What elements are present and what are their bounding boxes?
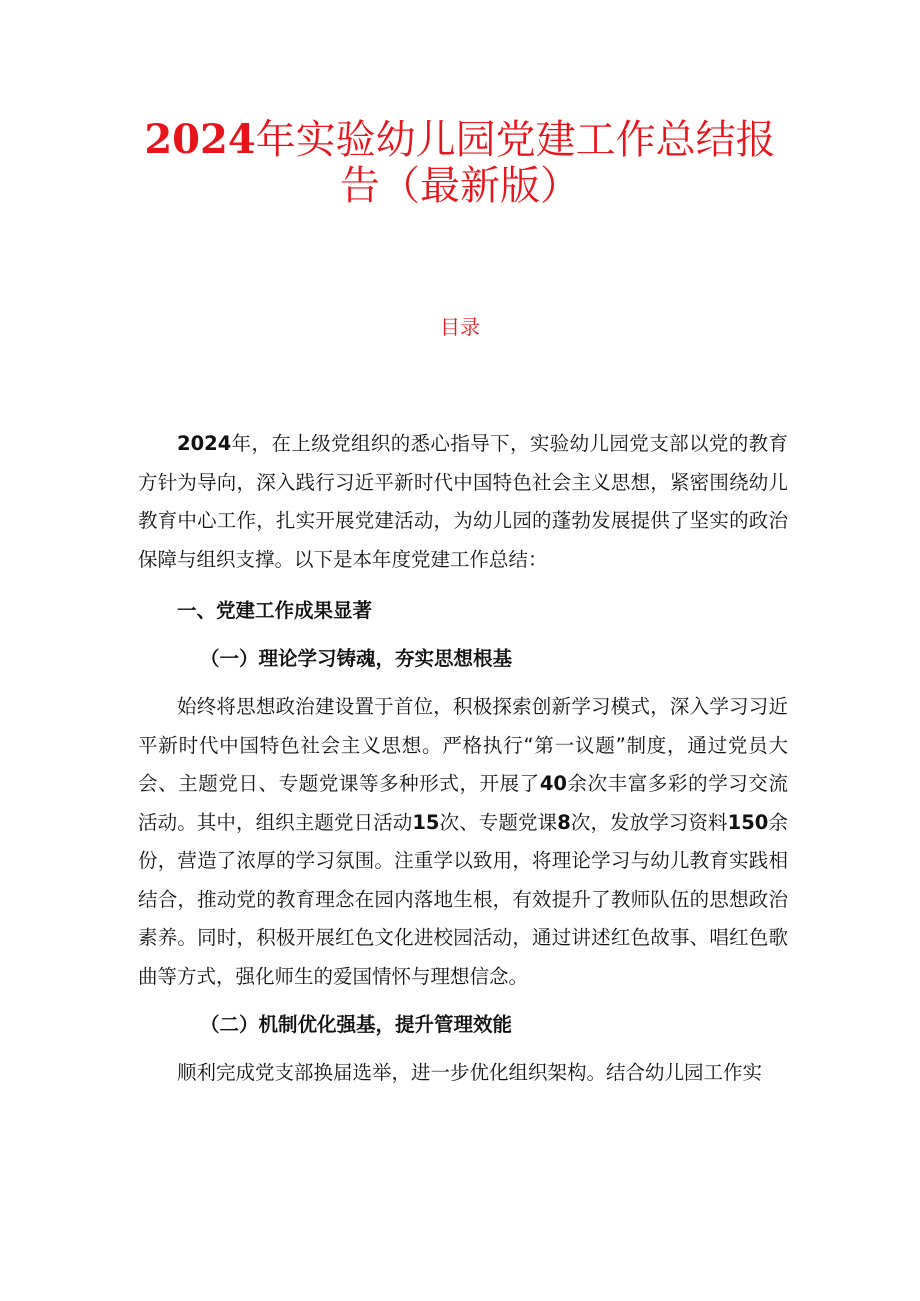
subsection-heading-1: （一）理论学习铸魂，夯实思想根基 <box>200 647 513 670</box>
activity-count: 40 <box>539 772 567 795</box>
material-count: 150 <box>727 810 769 834</box>
paragraph-text: 余份，营造了浓厚的学习氛围。注重学以致用，将理论学习与幼儿教育实践相结合，推动党的教育理念在园内落地生根，有效提升了教师队伍的思想政治素养。同时，积极开展红色文化进校园活动，通过讲述红色故事、唱红色歌曲等方式，强化师生的爱国情怀与理想信念。 <box>138 810 788 988</box>
subsection-1-paragraph <box>138 688 788 996</box>
intro-text: 年，在上级党组织的悉心指导下，实验幼儿园党支部以党的教育方针为导向，深入践行习近平新时代中国特色社会主义思想，紧密围绕幼儿教育中心工作，扎实开展党建活动，为幼儿园的蓬勃发展提供了坚实的政治保障与组织支撑。以下是本年度党建工作总结： <box>138 432 788 571</box>
section-heading: 一、党建工作成果显著 <box>177 599 373 622</box>
paragraph-text: 次，发放学习资料 <box>570 810 728 834</box>
title-text: 年实验幼儿园党建工作总结报 <box>255 117 776 163</box>
lecture-count: 8 <box>557 810 571 834</box>
subsection-heading-2: （二）机制优化强基，提升管理效能 <box>200 1013 513 1036</box>
toc-label: 目录 <box>440 315 480 339</box>
title-year: 2024 <box>144 116 256 163</box>
intro-paragraph <box>138 425 788 579</box>
paragraph-text: 始终将思想政治建设置于首位，积极探索创新学习模式，深入学习习近平新时代中国特色社会主义思想。严格执行“第一议题”制度，通过党员大会、主题党日、专题党课等多种形式，开展了 <box>138 695 788 795</box>
paragraph-text: 余次丰富多彩的学习交流活动。其中，组织主题党日活动 <box>138 772 788 834</box>
intro-year: 2024 <box>177 432 232 455</box>
document-title-line-2: 告（最新版） <box>340 163 580 209</box>
paragraph-text: 次、专题党课 <box>439 810 558 834</box>
subsection-2-paragraph: 顺利完成党支部换届选举，进一步优化组织架构。结合幼儿园工作实 <box>177 1061 763 1084</box>
party-day-count: 15 <box>412 810 440 834</box>
